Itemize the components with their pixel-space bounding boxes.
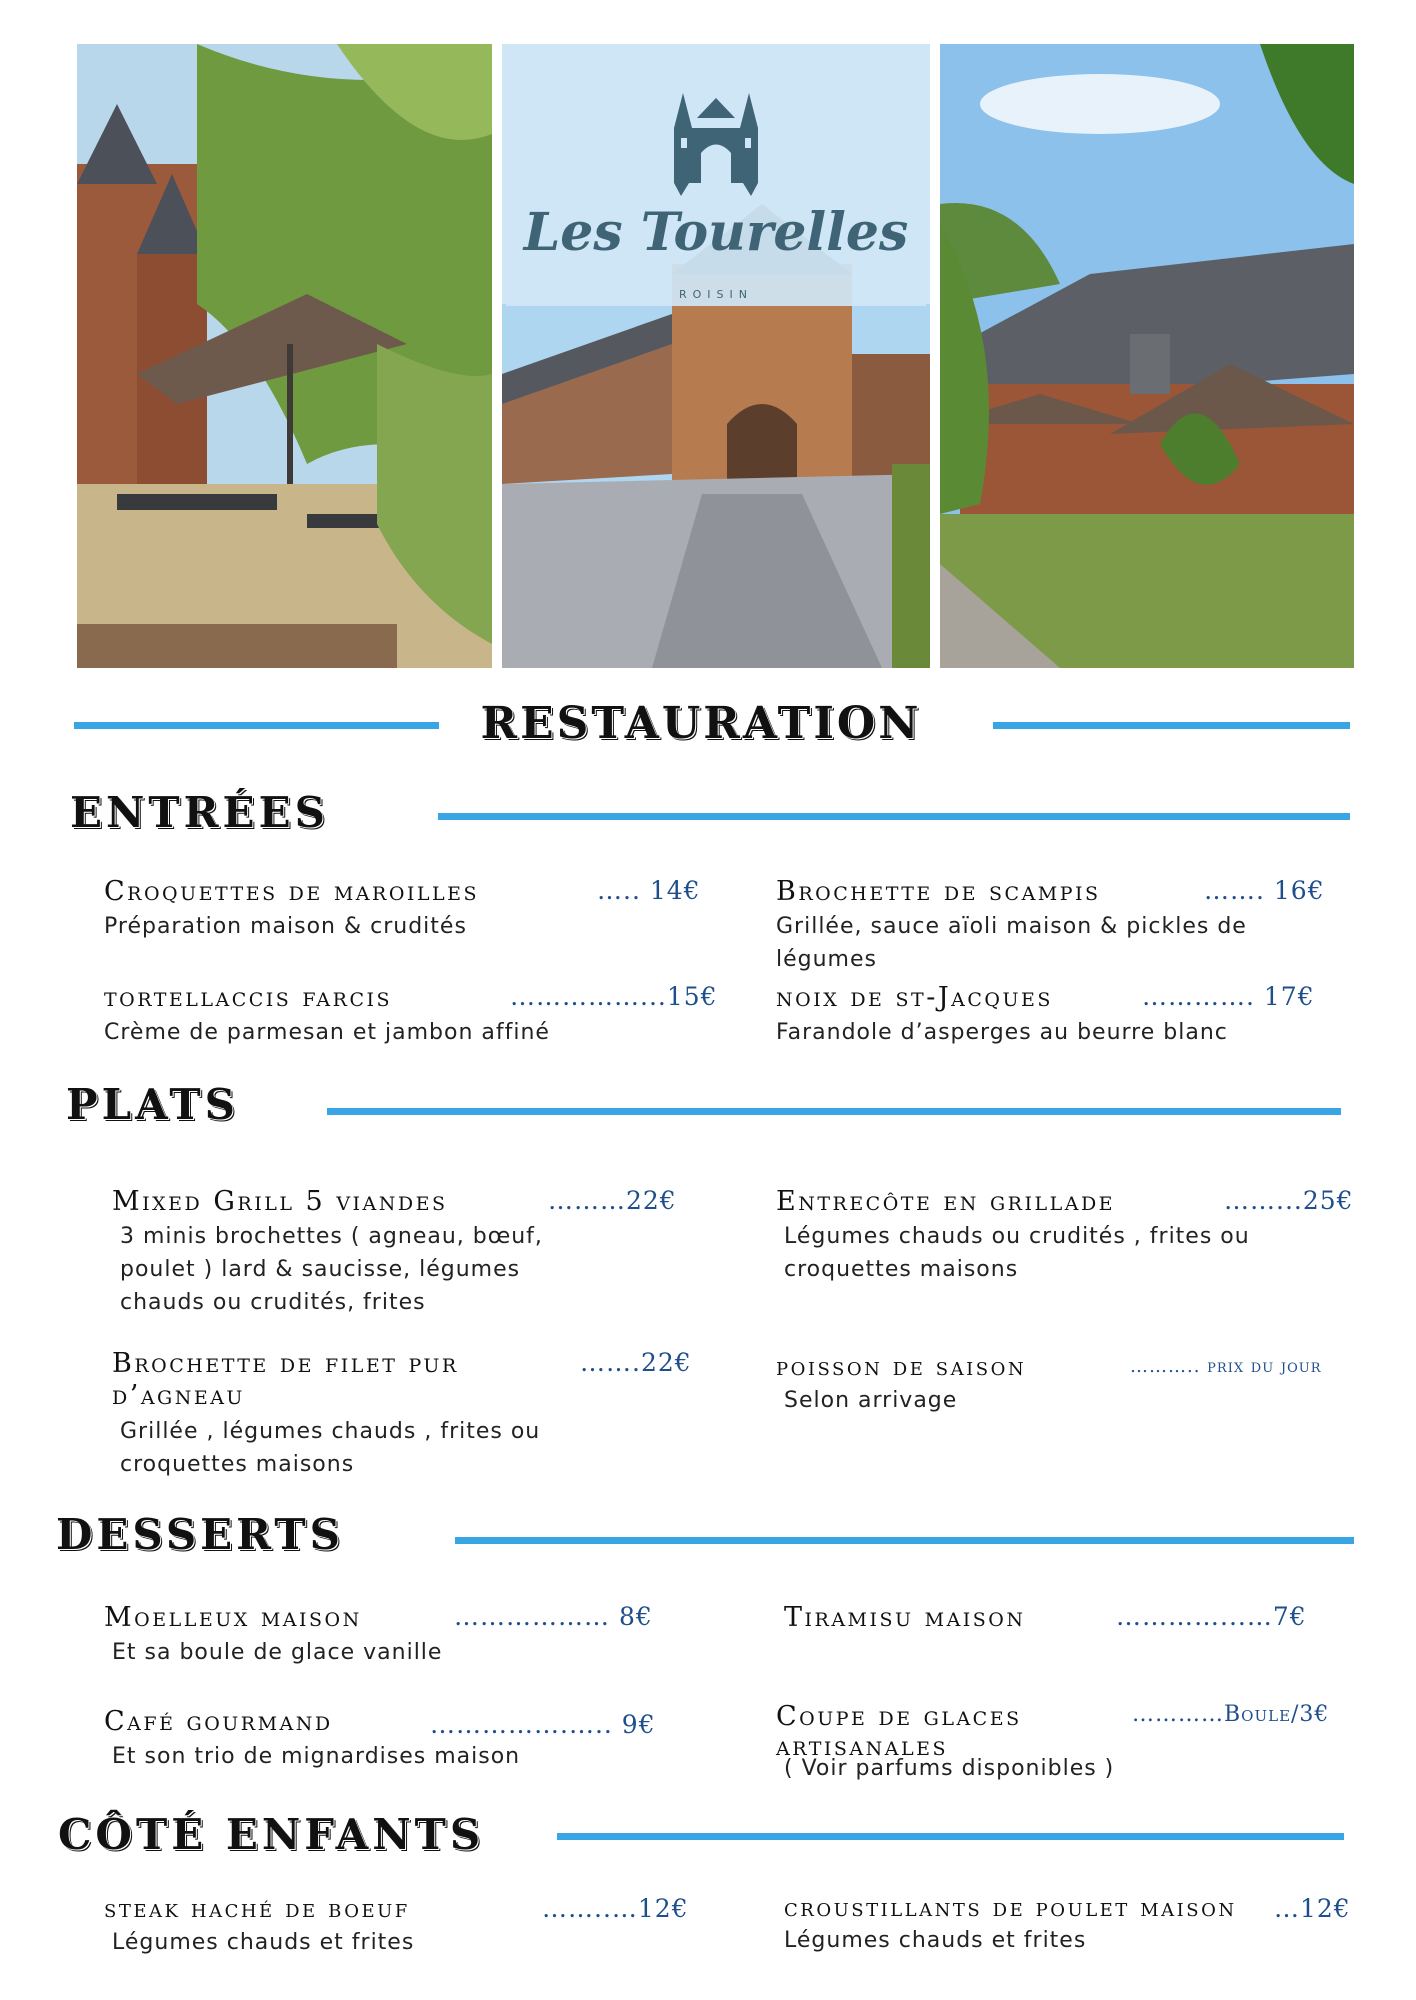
menu-item-mixed-grill: Mixed Grill 5 viandes ………22€ 3 minis brochettes ( agneau, bœuf, poulet ) lard & saucisse, légumes chauds ou crudités, frites (112, 1186, 677, 1316)
section-title-enfants: CÔTÉ ENFANTS (58, 1810, 485, 1859)
section-title-desserts: DESSERTS (56, 1510, 344, 1559)
menu-item-steak-hache: steak haché de boeuf ……..…12€ Légumes chauds et frites (104, 1894, 689, 1955)
section-title-entrees: ENTRÉES (70, 788, 329, 837)
logo-panel (506, 48, 926, 306)
section-title-plats: PLATS (66, 1080, 239, 1129)
menu-item-tiramisu: Tiramisu maison …………...…7€ (784, 1602, 1307, 1633)
menu-item-tortellaccis: tortellaccis farcis ……………...15€ Crème de parmesan et jambon affiné (104, 982, 718, 1046)
brand-name: Les Tourelles (523, 202, 909, 263)
menu-item-brochette-scampis: Brochette de scampis ……. 16€ Grillée, sauce aïoli maison & pickles de légumes (776, 876, 1325, 973)
section-rule-entrees (438, 813, 1350, 820)
brand-location: ROISIN (678, 288, 753, 301)
page-title: RESTAURATION (480, 698, 922, 749)
title-rule-left (74, 722, 439, 729)
menu-item-croquettes-maroilles: Croquettes de maroilles ….. 14€ Préparation maison & crudités (104, 876, 701, 940)
section-rule-enfants (557, 1833, 1344, 1840)
photo-terrace-right (940, 44, 1354, 668)
menu-item-moelleux: Moelleux maison ……………… 8€ Et sa boule de glace vanille (104, 1602, 653, 1666)
menu-item-croustillants-poulet: croustillants de poulet maison …12€ Légumes chauds et frites (784, 1893, 1351, 1953)
menu-item-noix-st-jacques: noix de st-Jacques …………. 17€ Farandole d’asperges au beurre blanc (776, 982, 1315, 1046)
menu-item-entrecote: Entrecôte en grillade ……...25€ Légumes chauds ou crudités , frites ou croquettes maisons (776, 1186, 1354, 1283)
photo-terrace-left (77, 44, 492, 668)
menu-item-poisson-saison: poisson de saison ……….. prix du jour Selon arrivage (776, 1352, 1322, 1413)
menu-item-brochette-agneau: Brochette de filet pur d’agneau …….22€ Grillée , légumes chauds , frites ou croquettes maisons (112, 1348, 692, 1477)
castle-logo-icon (669, 88, 763, 198)
title-rule-right (993, 722, 1350, 729)
menu-item-coupe-glaces: Coupe de glaces artisanales …………Boule/3€ ( Voir parfums disponibles ) (776, 1701, 1330, 1781)
section-rule-plats (327, 1108, 1341, 1115)
menu-item-cafe-gourmand: Café gourmand …………….….. 9€ Et son trio de mignardises maison (104, 1706, 656, 1770)
section-rule-desserts (455, 1537, 1354, 1544)
